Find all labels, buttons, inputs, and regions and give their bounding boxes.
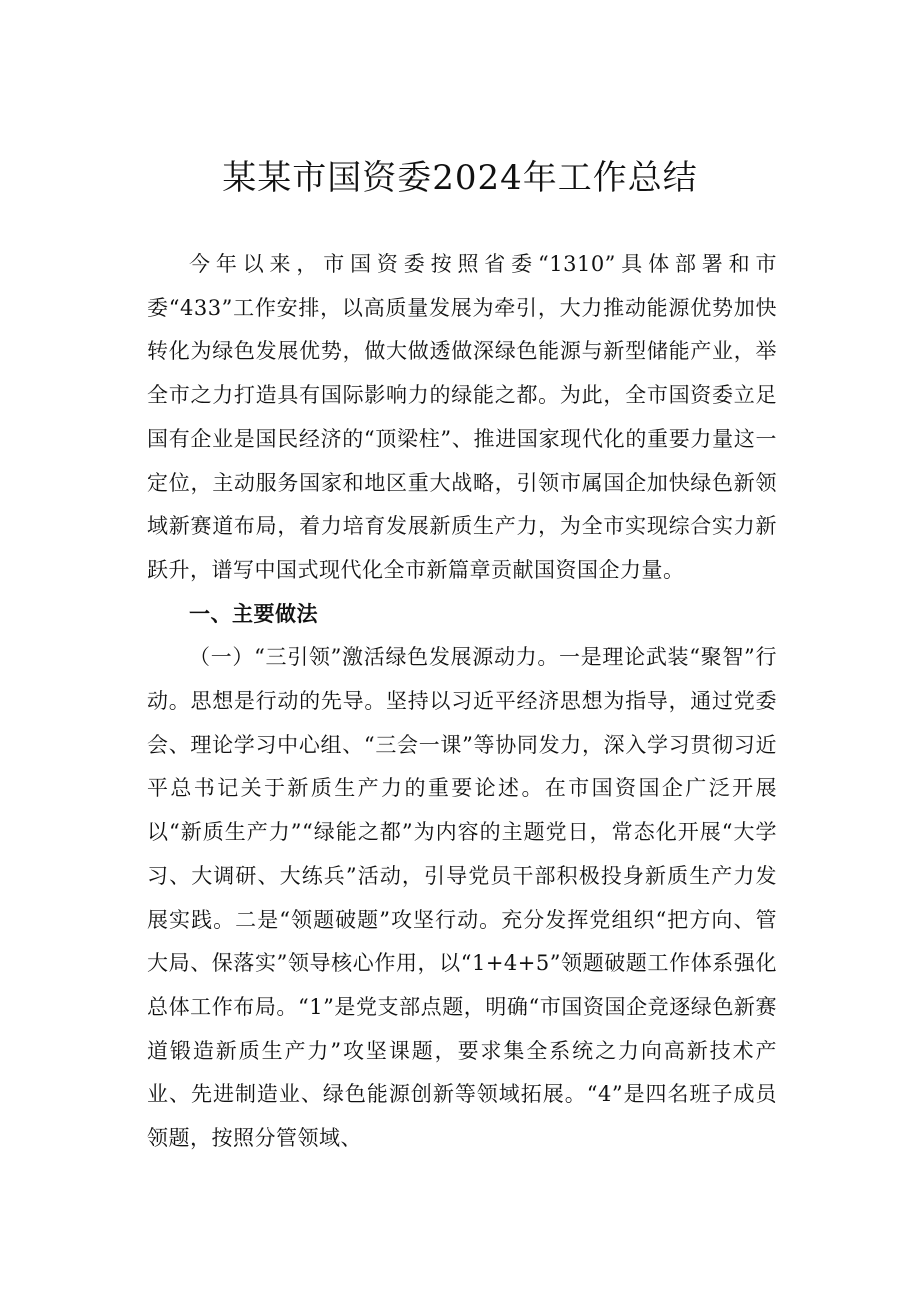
document-body [147,243,777,1161]
section-heading: 一、主要做法 [189,601,318,626]
body-paragraph: （一）“三引领”激活绿色发展源动力。一是理论武装“聚智”行动。思想是行动的先导。坚持以习近平经济思想为指导，通过党委会、理论学习中心组、“三会一课”等协同发力，深入学习贯彻习近平总书记关于新质生产力的重要论述。在市国资国企广泛开展以“新质生产力”“绿能之都”为内容的主题党日，常态化开展“大学习、大调研、大练兵”活动，引导党员干部积极投身新质生产力发展实践。二是“领题破题”攻坚行动。充分发挥党组织“把方向、管大局、保落实”领导核心作用，以“1+4+5”领题破题工作体系强化总体工作布局。“1”是党支部点题，明确“市国资国企竞逐绿色新赛道锻造新质生产力”攻坚课题，要求集全系统之力向高新技术产业、先进制造业、绿色能源创新等领域拓展。“4”是四名班子成员领题，按照分管领域、 [147,645,777,1151]
intro-paragraph: 今年以来，市国资委按照省委“1310”具体部署和市委“433”工作安排，以高质量发展为牵引，大力推动能源优势加快转化为绿色发展优势，做大做透做深绿色能源与新型储能产业，举全市之力打造具有国际影响力的绿能之都。为此，全市国资委立足国有企业是国民经济的“顶梁柱”、推进国家现代化的重要力量这一定位，主动服务国家和地区重大战略，引领市属国企加快绿色新领域新赛道布局，着力培育发展新质生产力，为全市实现综合实力新跃升，谱写中国式现代化全市新篇章贡献国资国企力量。 [147,252,777,582]
document-title: 某某市国资委2024年工作总结 [222,158,698,198]
